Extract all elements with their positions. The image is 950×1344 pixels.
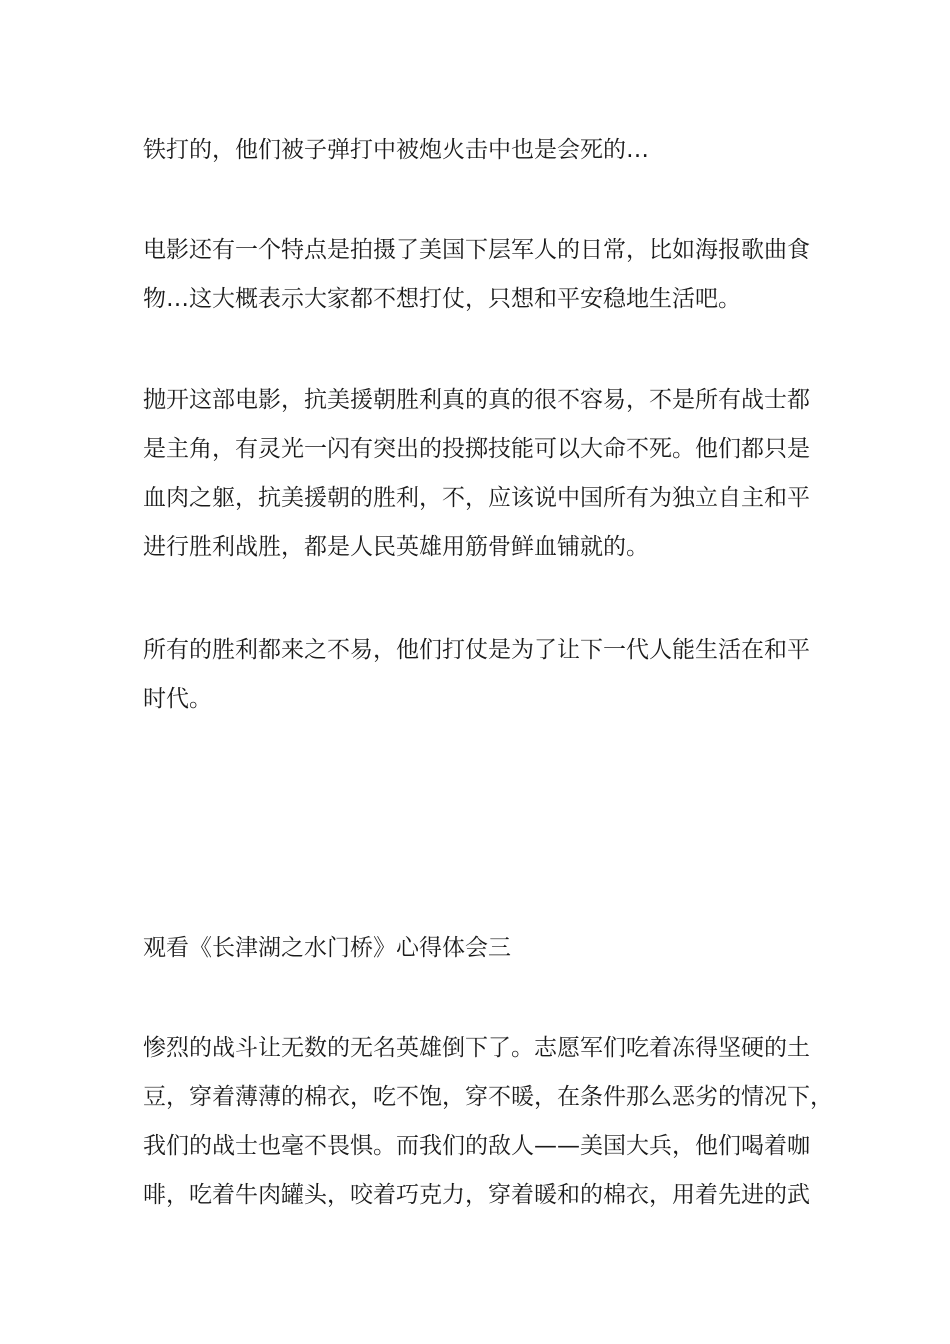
paragraph-line: 血肉之躯，抗美援朝的胜利，不，应该说中国所有为独立自主和平 xyxy=(143,485,810,511)
paragraph-line: 电影还有一个特点是拍摄了美国下层军人的日常，比如海报歌曲食 xyxy=(143,237,810,263)
paragraph-line: 是主角，有灵光一闪有突出的投掷技能可以大命不死。他们都只是 xyxy=(143,436,810,462)
paragraph-2 xyxy=(143,226,833,324)
paragraph-line: 所有的胜利都来之不易，他们打仗是为了让下一代人能生活在和平 xyxy=(143,637,810,663)
paragraph-line: 豆，穿着薄薄的棉衣，吃不饱，穿不暖，在条件那么恶劣的情况下， xyxy=(143,1084,833,1110)
paragraph-line: 惨烈的战斗让无数的无名英雄倒下了。志愿军们吃着冻得坚硬的土 xyxy=(143,1035,810,1061)
paragraph-line: 铁打的，他们被子弹打中被炮火击中也是会死的… xyxy=(143,137,649,163)
paragraph-line: 我们的战士也毫不畏惧。而我们的敌人——美国大兵，他们喝着咖 xyxy=(143,1133,810,1159)
paragraph-line: 进行胜利战胜，都是人民英雄用筋骨鲜血铺就的。 xyxy=(143,534,649,560)
paragraph-4 xyxy=(143,626,833,724)
paragraph-line: 物…这大概表示大家都不想打仗，只想和平安稳地生活吧。 xyxy=(143,286,741,312)
paragraph-line: 抛开这部电影，抗美援朝胜利真的真的很不容易，不是所有战士都 xyxy=(143,387,810,413)
paragraph-line: 啡，吃着牛肉罐头，咬着巧克力，穿着暖和的棉衣，用着先进的武 xyxy=(143,1182,810,1208)
paragraph-3 xyxy=(143,376,833,572)
paragraph-5 xyxy=(143,1024,833,1220)
section-heading: 观看《长津湖之水门桥》心得体会三 xyxy=(143,935,511,961)
paragraph-line: 时代。 xyxy=(143,686,212,712)
paragraph-1 xyxy=(143,126,833,175)
